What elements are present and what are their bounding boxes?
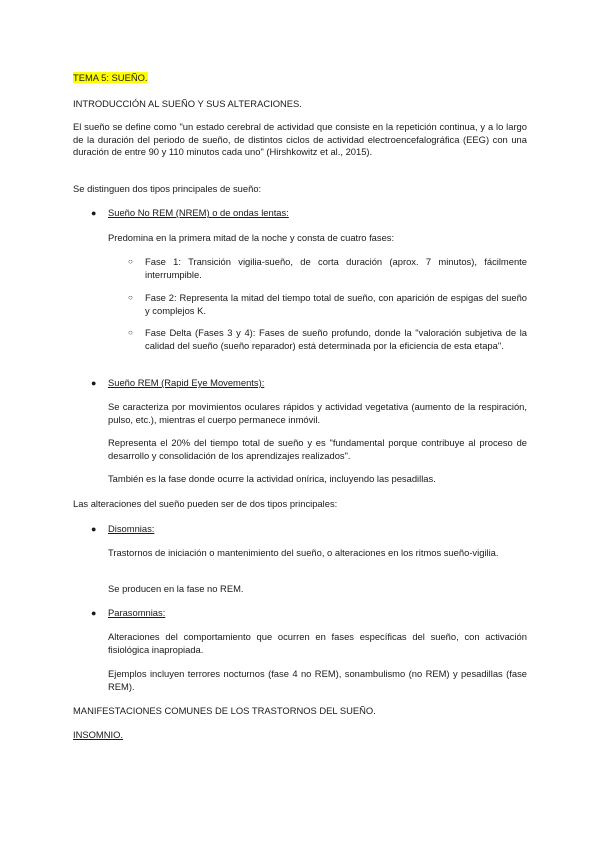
circle-bullet-icon: ○ — [128, 328, 133, 337]
bullet-icon: ● — [91, 208, 97, 218]
page-title: TEMA 5: SUEÑO. — [73, 72, 148, 83]
parasomnias-paragraph-1: Alteraciones del comportamiento que ocurren en fases específicas del sueño, con activación fisiológica inapropiada. — [108, 631, 527, 655]
insomnia-heading-line — [73, 729, 527, 742]
nrem-phase-1: Fase 1: Transición vigilia-sueño, de corta duración (aprox. 7 minutos), fácilmente interrumpible. — [145, 256, 527, 280]
parasomnias-paragraph-2: Ejemplos incluyen terrores nocturnos (fase 4 no REM), sonambulismo (no REM) y pesadillas (fase REM). — [108, 668, 527, 692]
types-intro: Se distinguen dos tipos principales de sueño: — [73, 183, 262, 194]
rem-paragraph-3: También es la fase donde ocurre la actividad onírica, incluyendo las pesadillas. — [108, 473, 436, 484]
nrem-label: Sueño No REM (NREM) o de ondas lentas: — [108, 207, 289, 218]
definition-paragraph: El sueño se define como "un estado cerebral de actividad que consiste en la repetición continua, y a lo largo de la duración del periodo de sueño, de distintos ciclos de actividad electroencefalográfica (EEG) con una duración de entre 90 y 110 minutos cada uno" (Hirshkowitz et al., 2015). — [73, 121, 527, 157]
nrem-phase-2: Fase 2: Representa la mitad del tiempo total de sueño, con aparición de espigas del sueño y complejos K. — [145, 292, 527, 316]
manifestations-heading: MANIFESTACIONES COMUNES DE LOS TRASTORNOS DEL SUEÑO. — [73, 705, 376, 716]
dysomnias-label: Disomnias: — [108, 523, 155, 534]
circle-bullet-icon: ○ — [128, 293, 133, 302]
bullet-icon: ● — [91, 378, 97, 388]
bullet-icon: ● — [91, 524, 97, 534]
title-line — [73, 72, 527, 85]
rem-label: Sueño REM (Rapid Eye Movements): — [108, 377, 265, 388]
insomnia-heading: INSOMNIO. — [73, 729, 124, 740]
nrem-description: Predomina en la primera mitad de la noche y consta de cuatro fases: — [108, 232, 395, 243]
parasomnias-label: Parasomnias: — [108, 607, 166, 618]
intro-heading: INTRODUCCIÓN AL SUEÑO Y SUS ALTERACIONES. — [73, 98, 302, 109]
nrem-label-line — [108, 207, 527, 220]
alterations-intro: Las alteraciones del sueño pueden ser de dos tipos principales: — [73, 498, 338, 509]
nrem-phase-delta: Fase Delta (Fases 3 y 4): Fases de sueño profundo, donde la "valoración subjetiva de la calidad del sueño (sueño reparador) está determinada por la eficiencia de esta etapa". — [145, 327, 527, 351]
dysomnias-paragraph-1: Trastornos de iniciación o mantenimiento del sueño, o alteraciones en los ritmos sueño-vigilia. — [108, 547, 499, 558]
bullet-icon: ● — [91, 608, 97, 618]
rem-label-line — [108, 377, 527, 390]
circle-bullet-icon: ○ — [128, 257, 133, 266]
parasomnias-label-line — [108, 607, 527, 620]
rem-paragraph-2: Representa el 20% del tiempo total de sueño y es "fundamental porque contribuye al proceso de desarrollo y consolidación de los aprendizajes realizados". — [108, 437, 527, 461]
rem-paragraph-1: Se caracteriza por movimientos oculares rápidos y actividad vegetativa (aumento de la respiración, pulso, etc.), mientras el cuerpo permanece inmóvil. — [108, 401, 527, 425]
dysomnias-label-line — [108, 523, 527, 536]
dysomnias-paragraph-2: Se producen en la fase no REM. — [108, 583, 244, 594]
